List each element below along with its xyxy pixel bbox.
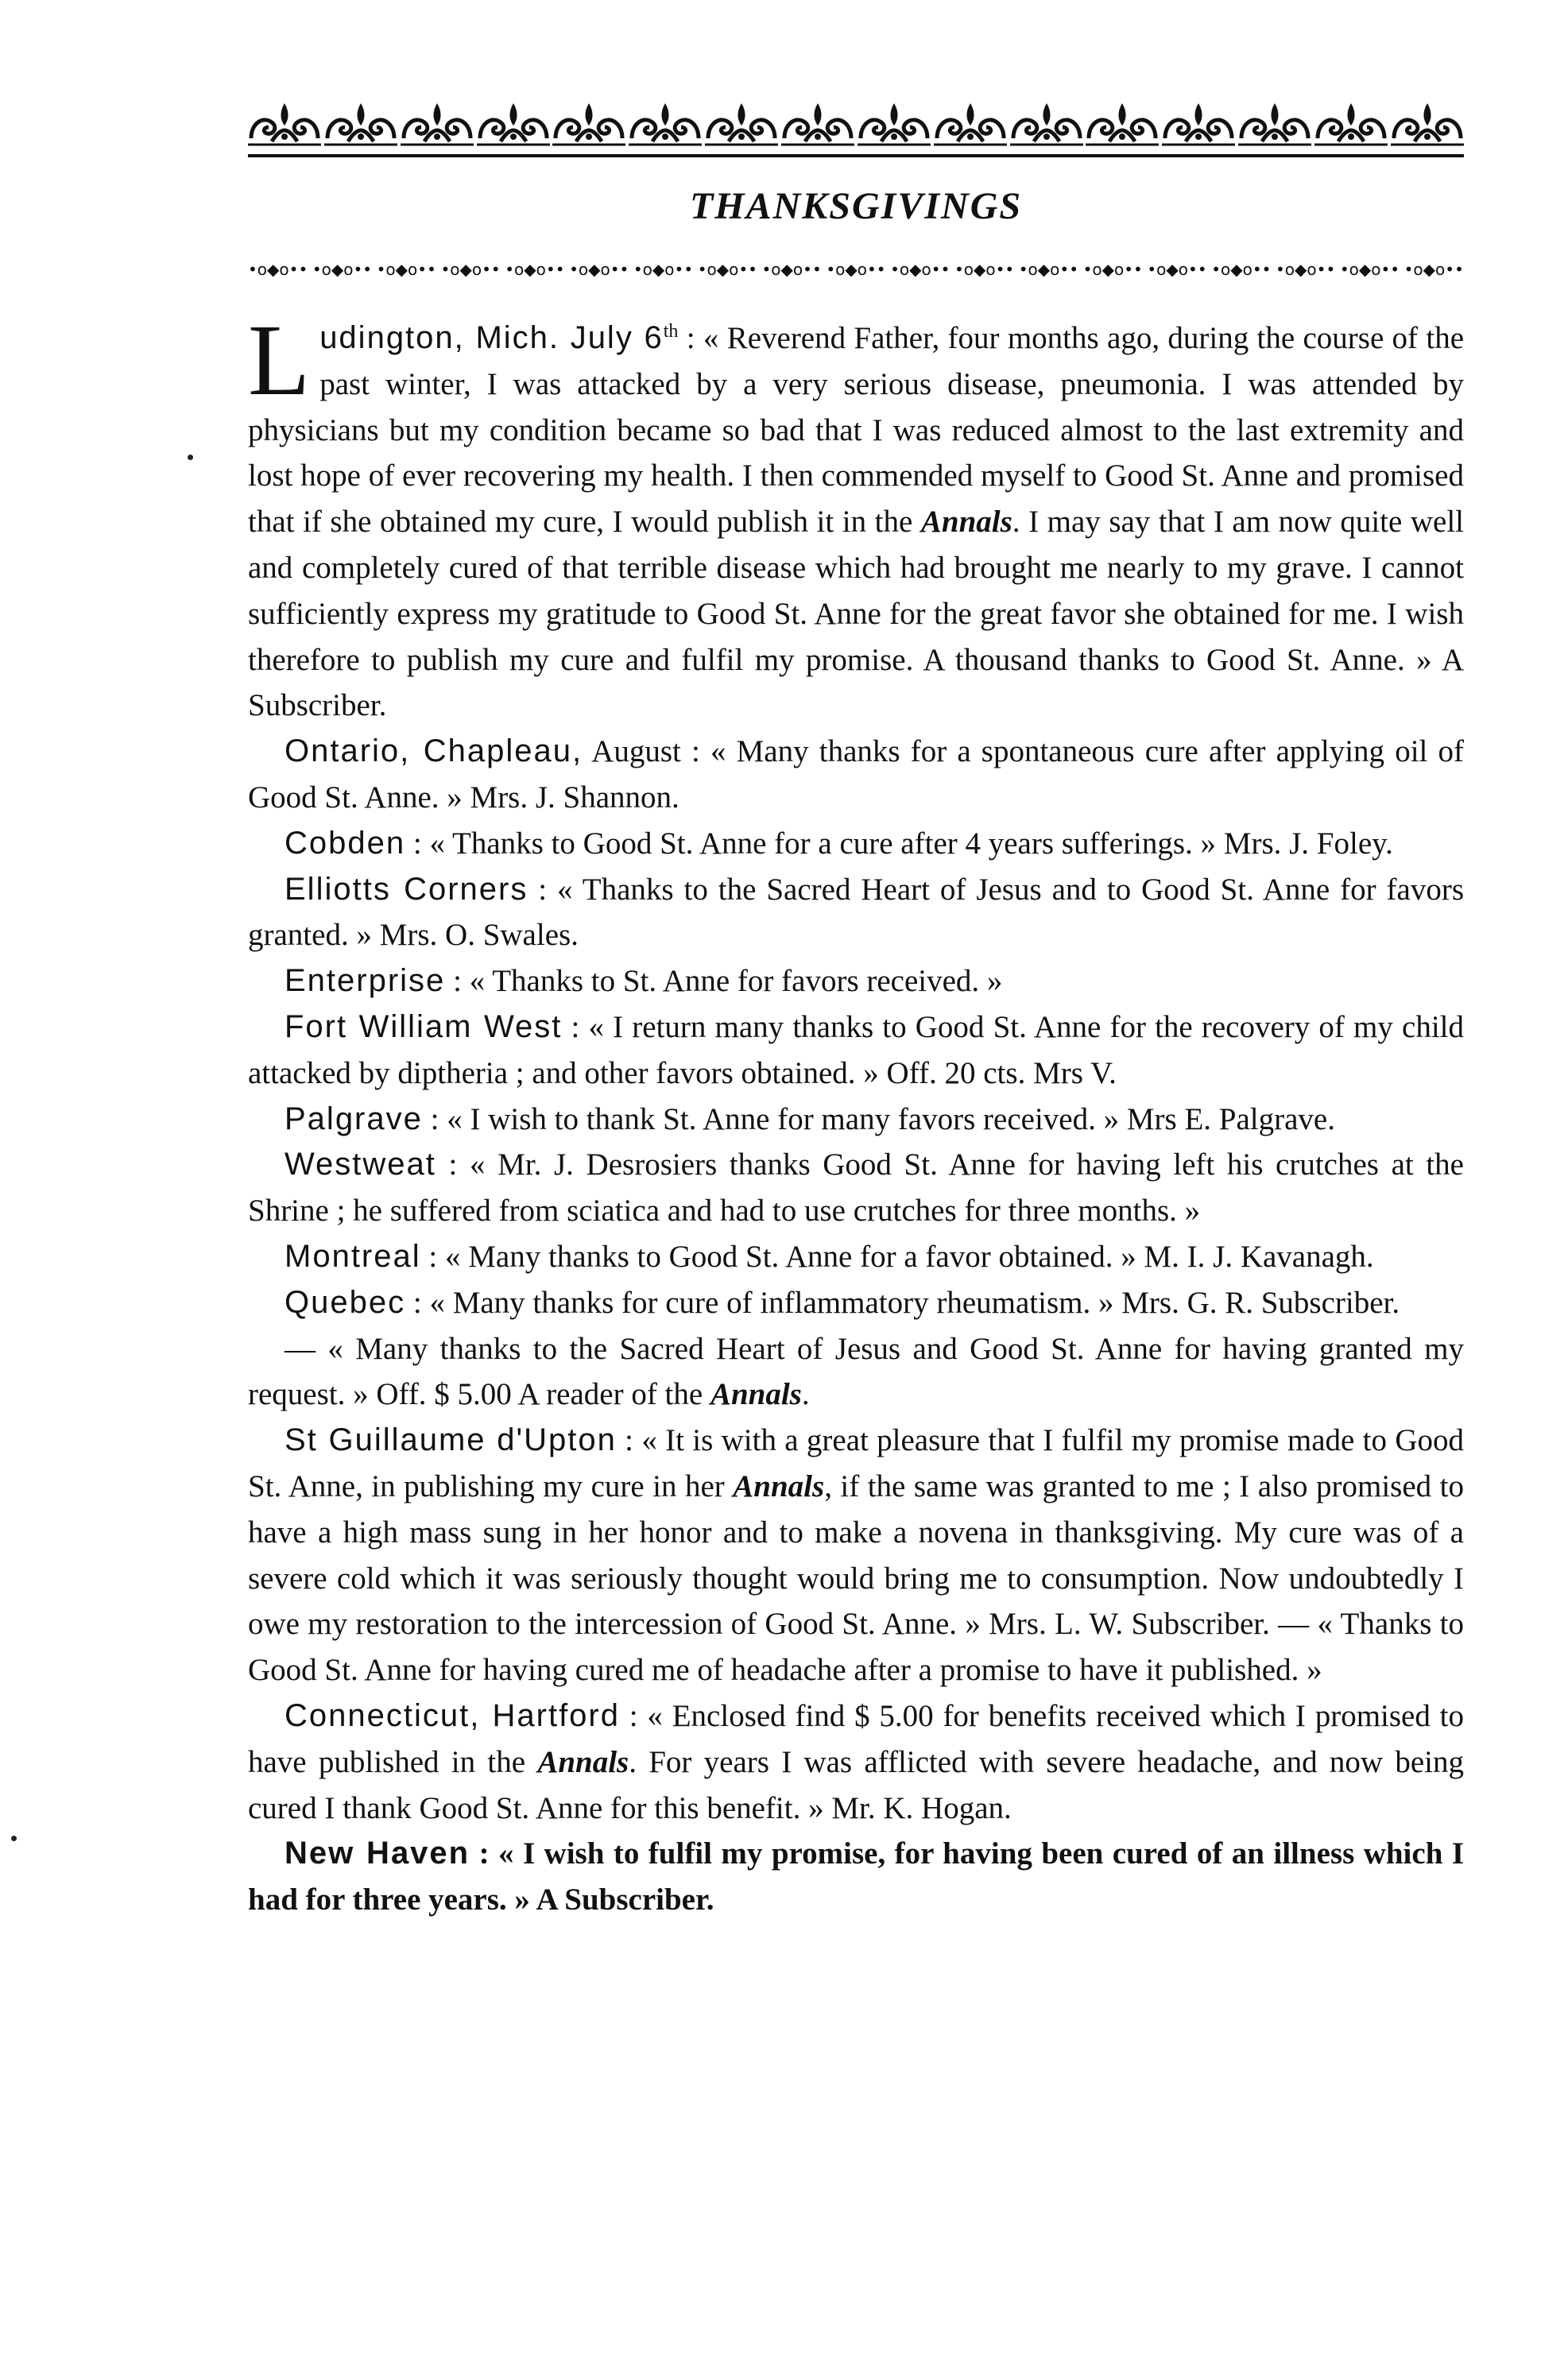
margin-speck (188, 455, 193, 460)
ornament-motif-icon (477, 99, 550, 148)
entry-hartford (248, 1693, 1464, 1831)
entry-text: , if the same was granted to me ; I also promised to have a high mass sung in her honor and to make a novena in thanksgiving. My cure was of a severe cold which it was seriously thought would bring me to consumption. Now undoubtedly I owe my restoration to the intercession of Good St. Anne. » Mrs. L. W. Subscriber. — « Thanks to Good St. Anne for having cured me of headache after a promise to have it published. » (248, 1469, 1464, 1688)
bead-divider-segment: •o◆o•• (1018, 260, 1078, 279)
entry-westweat (248, 1142, 1464, 1234)
bead-divider-segment: •o◆o•• (1403, 260, 1464, 279)
entry-palgrave (248, 1097, 1464, 1143)
bead-divider-segment: •o◆o•• (376, 260, 436, 279)
ornament-motif-icon (1010, 99, 1083, 148)
bead-divider-segment: •o◆o•• (1276, 260, 1336, 279)
entry-text: : « I return many thanks to Good St. Anne for the recovery of my child attacked by diptheria ; and other favors obtained. » Off. 20 cts. Mrs V. (248, 1009, 1464, 1090)
bead-divider-segment: •o◆o•• (1211, 260, 1272, 279)
ornament-motif-icon (1086, 99, 1159, 148)
entry-place: New Haven (285, 1836, 470, 1871)
entry-text: : « It is with a great pleasure that I fulfil my promise made to Good St. Anne, in publishing my cure in her (248, 1423, 1465, 1503)
bead-divider-segment: •o◆o•• (1147, 260, 1207, 279)
entry-text: August : « Many thanks for a spontaneous cure after applying oil of Good St. Anne. » Mrs. J. Shannon. (248, 734, 1465, 815)
bead-divider-segment: •o◆o•• (1082, 260, 1143, 279)
entry-text: : « Many thanks to Good St. Anne for a favor obtained. » M. I. J. Kavanagh. (420, 1239, 1374, 1274)
ornament-motif-icon (401, 99, 474, 148)
page (248, 94, 1464, 2319)
bead-divider-segment: •o◆o•• (440, 260, 501, 279)
entry-place: Montreal (285, 1238, 421, 1274)
bead-divider-segment: •o◆o•• (633, 260, 694, 279)
entry-text: : « Mr. J. Desrosiers thanks Good St. Anne for having left his crutches at the Shrine ; he suffered from sciatica and had to use crutches for three months. » (248, 1147, 1464, 1229)
entry-new-haven (248, 1831, 1464, 1923)
entry-fort-william (248, 1004, 1464, 1097)
ornament-motif-icon (248, 99, 321, 148)
bead-divider-segment: •o◆o•• (1339, 260, 1400, 279)
entry-place: Enterprise (285, 963, 446, 999)
bead-divider-segment: •o◆o•• (312, 260, 373, 279)
annals-title: Annals (710, 1377, 802, 1412)
bead-divider-segment: •o◆o•• (569, 260, 629, 279)
ornament-motif-icon (1314, 99, 1388, 148)
entry-quebec-reader (248, 1326, 1464, 1418)
entry-chapleau (248, 729, 1464, 821)
entry-elliotts-corners (248, 867, 1464, 959)
bead-divider-segment: •o◆o•• (890, 260, 950, 279)
annals-title: Annals (733, 1469, 825, 1503)
ornamental-border (248, 94, 1464, 153)
entry-text: . (801, 1377, 810, 1412)
entry-text: : « Thanks to Good St. Anne for a cure after 4 years sufferings. » Mrs. J. Foley. (405, 826, 1393, 861)
entry-text: : « I wish to fulfil my promise, for having been cured of an illness which I had for three years. » A Subscriber. (248, 1836, 1465, 1917)
entry-text: . I may say that I am now quite well and completely cured of that terrible disease which had brought me nearly to my grave. I cannot sufficiently express my gratitude to Good St. Anne for the great favor she obtained for me. I wish therefore to publish my cure and fulfil my promise. A thousand thanks to Good St. Anne. » A Subscriber. (248, 505, 1465, 723)
annals-title: Annals (537, 1744, 629, 1779)
entry-place: Connecticut, Hartford (285, 1697, 620, 1733)
entry-place: Quebec (285, 1284, 406, 1320)
entry-quebec (248, 1280, 1464, 1326)
ornament-motif-icon (1391, 99, 1464, 148)
entry-text: . For years I was afflicted with severe headache, and now being cured I thank Good St. Anne for this benefit. » Mr. K. Hogan. (248, 1744, 1464, 1825)
entry-place: udington, Mich. July 6 (319, 320, 664, 355)
drop-cap: L (248, 304, 311, 416)
entry-place: St Guillaume d'Upton (285, 1422, 617, 1458)
bead-divider-segment: •o◆o•• (761, 260, 822, 279)
entry-text: — « Many thanks to the Sacred Heart of Jesus and Good St. Anne for having granted my request. » Off. $ 5.00 A reader of the (248, 1331, 1464, 1412)
thanksgiving-list (248, 304, 1465, 1923)
ornament-motif-icon (1238, 99, 1311, 148)
entry-text: : « Reverend Father, four months ago, during the course of the past winter, I was attacked by a very serious disease, pneumonia. I was attended by physicians but my condition became so bad that I was reduced almost to the last extremity and lost hope of ever recovering my health. I then commended myself to Good St. Anne and promised that if she obtained my cure, I would publish it in the (248, 321, 1465, 540)
bead-divider-segment: •o◆o•• (505, 260, 565, 279)
entry-place: Westweat (285, 1147, 436, 1182)
entry-place: Palgrave (285, 1101, 423, 1136)
entry-place: Ontario, Chapleau, (285, 733, 583, 769)
bead-divider-segment: •o◆o•• (248, 260, 308, 279)
ornament-motif-icon (324, 99, 397, 148)
entry-text: : « Thanks to the Sacred Heart of Jesus and to Good St. Anne for favors granted. » Mrs. O. Swales. (248, 872, 1464, 953)
entry-enterprise (248, 958, 1464, 1004)
ornament-motif-icon (858, 99, 931, 148)
entry-st-guillaume (248, 1418, 1464, 1693)
entry-place: Fort William West (285, 1008, 563, 1044)
margin-speck (11, 1836, 17, 1841)
entry-place-suffix: th (663, 321, 679, 342)
bead-divider-segment: •o◆o•• (826, 260, 886, 279)
entry-text: : « Many thanks for cure of inflammatory rheumatism. » Mrs. G. R. Subscriber. (405, 1285, 1400, 1320)
entry-montreal (248, 1234, 1464, 1280)
annals-title: Annals (920, 505, 1012, 540)
entry-text: : « I wish to thank St. Anne for many favors received. » Mrs E. Palgrave. (422, 1101, 1335, 1136)
ornament-motif-icon (552, 99, 625, 148)
bead-divider (248, 260, 1464, 279)
ornament-motif-icon (934, 99, 1007, 148)
bead-divider-segment: •o◆o•• (954, 260, 1015, 279)
entry-text: : « Thanks to St. Anne for favors received. » (445, 964, 1003, 999)
entry-place: Elliotts Corners (285, 871, 528, 907)
ornament-motif-icon (705, 99, 778, 148)
page-title: THANKSGIVINGS (689, 185, 1023, 227)
ornament-motif-icon (629, 99, 702, 148)
ornament-motif-icon (1162, 99, 1235, 148)
entry-ludington (248, 304, 1465, 729)
header-rule (248, 154, 1464, 157)
bead-divider-segment: •o◆o•• (697, 260, 757, 279)
entry-cobden (248, 821, 1464, 867)
entry-place: Cobden (285, 825, 406, 861)
entry-text: : « Enclosed find $ 5.00 for benefits received which I promised to have published in the (248, 1698, 1464, 1779)
ornament-motif-icon (781, 99, 854, 148)
